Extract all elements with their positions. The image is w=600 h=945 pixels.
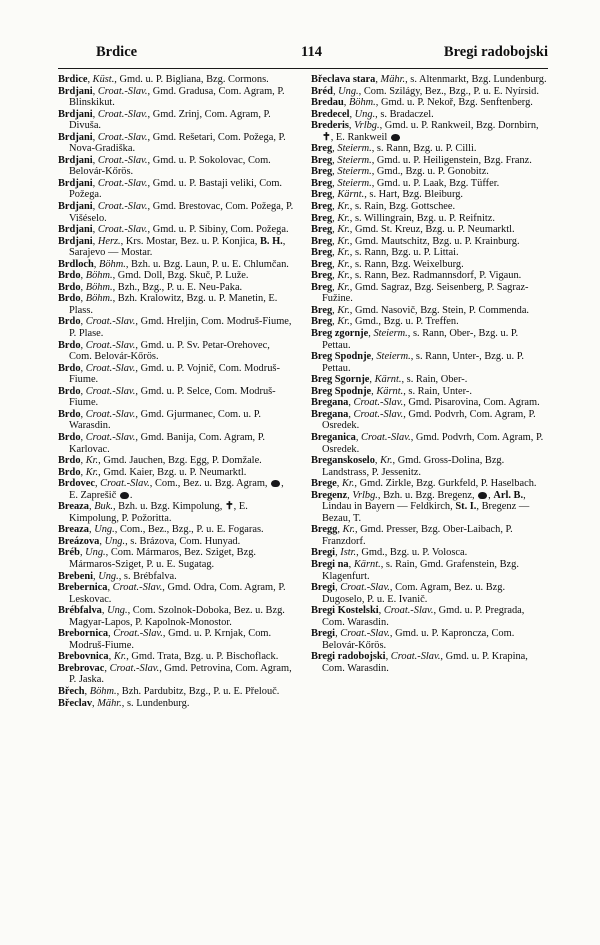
dictionary-entry: Bréb, Ung., Com. Mármaros, Bez. Sziget, Bzg. Mármaros-Sziget, P. u. E. Sugatag. bbox=[58, 547, 256, 570]
dictionary-entry: Breg, Kr., s. Rann, Bez. Radmannsdorf, P. Vigaun. bbox=[311, 270, 522, 282]
dictionary-entry: Břech, Böhm., Bzh. Pardubitz, Bzg., P. u. E. Přelouč. bbox=[58, 685, 280, 697]
dictionary-entry: Brdjani, Croat.-Slav., Gmd. Rešetari, Com. Požega, P. Nova-Gradiška. bbox=[58, 131, 286, 155]
dictionary-entry: Brdo, Croat.-Slav., Gmd. u. P. Selce, Com. Modruš-Fiume. bbox=[58, 385, 276, 409]
dictionary-entry: Bregi, Istr., Gmd., Bzg. u. P. Volosca. bbox=[311, 547, 468, 559]
text-columns bbox=[58, 74, 548, 927]
dictionary-entry: Breg, Kr., Gmd. St. Kreuz, Bzg. u. P. Neumarktl. bbox=[311, 224, 515, 236]
dictionary-entry: Breg, Kärnt., s. Hart, Bzg. Bleiburg. bbox=[311, 189, 464, 201]
dictionary-entry: Bregi, Croat.-Slav., Gmd. u. P. Kaproncza, Com. Belovár-Kőrös. bbox=[311, 628, 515, 651]
dictionary-entry: Brdo, Kr., Gmd. Kaier, Bzg. u. P. Neumarktl. bbox=[58, 466, 247, 478]
dictionary-entry: Breaza, Buk., Bzh. u. Bzg. Kimpolung, ✝, E. Kimpolung, P. Požoritta. bbox=[58, 501, 248, 524]
dictionary-entry: Brdjani, Croat.-Slav., Gmd. Brestovac, Com. Požega, P. Višéselo. bbox=[58, 201, 294, 224]
dictionary-entry: Bregi, Croat.-Slav., Com. Agram, Bez. u. Bzg. Dugoselo, P. u. E. Ivanič. bbox=[311, 582, 506, 605]
page-number: 114 bbox=[301, 44, 322, 60]
dictionary-entry: Breg, Kr., Gmd. Mautschitz, Bzg. u. P. Krainburg. bbox=[311, 235, 520, 247]
dictionary-entry: Breg, Steierm., Gmd., Bzg. u. P. Gonobitz. bbox=[311, 166, 489, 178]
dictionary-entry: Bregi radobojski, Croat.-Slav., Gmd. u. P. Krapina, Com. Warasdin. bbox=[311, 651, 528, 674]
dictionary-entry: Brebernica, Croat.-Slav., Gmd. Odra, Com. Agram, P. Leskovac. bbox=[58, 582, 286, 605]
dictionary-entry: Brege, Kr., Gmd. Zirkle, Bzg. Gurkfeld, P. Haselbach. bbox=[311, 478, 537, 490]
dictionary-entry: Brdloch, Böhm., Bzh. u. Bzg. Laun, P. u. E. Chlumčan. bbox=[58, 258, 289, 270]
dictionary-entry: Breg, Kr., s. Rain, Bzg. Gottschee. bbox=[311, 201, 456, 213]
dictionary-entry: Breg, Kr., s. Rann, Bzg. u. P. Littai. bbox=[311, 247, 459, 259]
dictionary-entry: Breganica, Croat.-Slav., Gmd. Podvrh, Com. Agram, P. Osredek. bbox=[311, 431, 544, 455]
header-right-title: Bregi radobojski bbox=[443, 44, 548, 60]
dictionary-entry: Breg, Steierm., Gmd. u. P. Laak, Bzg. Tüffer. bbox=[311, 177, 500, 189]
dictionary-entry: Breg Sgornje, Kärnt., s. Rain, Ober-. bbox=[311, 374, 468, 386]
dictionary-entry: Breg Spodnje, Steierm., s. Rann, Unter-, Bzg. u. P. Pettau. bbox=[311, 351, 524, 374]
dictionary-entry: Brederis, Vrlbg., Gmd. u. P. Rankweil, Bzg. Dornbirn, ✝, E. Rankweil bbox=[311, 120, 539, 143]
dictionary-entry: Breg, Steierm., Gmd. u. P. Heiligenstein, Bzg. Franz. bbox=[311, 154, 532, 166]
dictionary-entry: Brdice, Küst., Gmd. u. P. Bigliana, Bzg. Cormons. bbox=[58, 74, 269, 85]
dictionary-entry: Breg, Kr., s. Willingrain, Bzg. u. P. Reifnitz. bbox=[311, 212, 495, 224]
dictionary-entry: Bregana, Croat.-Slav., Gmd. Pisarovina, Com. Agram. bbox=[311, 397, 540, 409]
dictionary-entry: Brdo, Böhm., Gmd. Doll, Bzg. Skuč, P. Luže. bbox=[58, 270, 249, 282]
dictionary-entry: Brebeni, Ung., s. Brébfalva. bbox=[58, 570, 177, 582]
dictionary-entry: Brdjani, Croat.-Slav., Gmd. Gradusa, Com. Agram, P. Blinskikut. bbox=[58, 85, 285, 109]
dictionary-entry: Brebrovac, Croat.-Slav., Gmd. Petrovina, Com. Agram, P. Jaska. bbox=[58, 662, 292, 686]
dictionary-entry: Bregenz, Vrlbg., Bzh. u. Bzg. Bregenz, , Arl. B., Lindau in Bayern — Feldkirch, St. I., Bregenz — Bezau, T. bbox=[311, 489, 530, 524]
left-column bbox=[58, 74, 295, 927]
dictionary-entry: Brdo, Kr., Gmd. Jauchen, Bzg. Egg, P. Domžale. bbox=[58, 455, 262, 467]
dictionary-entry: Brdjani, Croat.-Slav., Gmd. u. P. Bastaji veliki, Com. Požega. bbox=[58, 177, 283, 201]
dictionary-entry: Brdjani, Croat.-Slav., Gmd. u. P. Sokolovac, Com. Belovár-Kőrös. bbox=[58, 154, 271, 178]
dictionary-entry: Bregi na, Kärnt., s. Rain, Gmd. Grafenstein, Bzg. Klagenfurt. bbox=[311, 558, 519, 582]
dictionary-entry: Brdo, Croat.-Slav., Gmd. u. P. Vojnič, Com. Modruš-Fiume. bbox=[58, 362, 280, 386]
dictionary-entry: Breg zgornje, Steierm., s. Rann, Ober-, Bzg. u. P. Pettau. bbox=[311, 328, 519, 351]
dictionary-entry: Breázova, Ung., s. Brázova, Com. Hunyad. bbox=[58, 535, 241, 547]
dictionary-entry: Bréd, Ung., Com. Szilágy, Bez., Bzg., P. u. E. Nyírsid. bbox=[311, 85, 539, 97]
dictionary-entry: Bredau, Böhm., Gmd. u. P. Nekoř, Bzg. Senftenberg. bbox=[311, 97, 533, 109]
dictionary-entry: Břeclav, Mähr., s. Lundenburg. bbox=[58, 697, 190, 709]
dictionary-entry: Brdo, Böhm., Bzh., Bzg., P. u. E. Neu-Paka. bbox=[58, 281, 243, 293]
dictionary-entry: Bregi Kostelski, Croat.-Slav., Gmd. u. P. Pregrada, Com. Warasdin. bbox=[311, 605, 525, 628]
dictionary-entry: Brdovec, Croat.-Slav., Com., Bez. u. Bzg. Agram, , E. Zaprešič . bbox=[58, 478, 284, 501]
dictionary-entry: Brdjani, Croat.-Slav., Gmd. u. P. Sibiny, Com. Požega. bbox=[58, 224, 289, 236]
dictionary-entry: Brebovnica, Kr., Gmd. Trata, Bzg. u. P. Bischoflack. bbox=[58, 651, 279, 663]
dictionary-entry: Breganskoselo, Kr., Gmd. Gross-Dolina, Bzg. Landstrass, P. Jessenitz. bbox=[311, 455, 505, 478]
dictionary-entry: Bregg, Kr., Gmd. Presser, Bzg. Ober-Laibach, P. Franzdorf. bbox=[311, 524, 513, 547]
dictionary-entry: Breg, Steierm., s. Rann, Bzg. u. P. Cilli. bbox=[311, 143, 477, 155]
right-column bbox=[311, 74, 548, 927]
dictionary-entry: Břeclava stara, Mähr., s. Altenmarkt, Bzg. Lundenburg. bbox=[311, 74, 547, 85]
dictionary-entry: Brdjani, Croat.-Slav., Gmd. Zrinj, Com. Agram, P. Divuša. bbox=[58, 108, 271, 132]
dictionary-entry: Breg Spodnje, Kärnt., s. Rain, Unter-. bbox=[311, 385, 472, 397]
dictionary-entry: Brdo, Croat.-Slav., Gmd. Gjurmanec, Com. u. P. Warasdin. bbox=[58, 408, 261, 432]
dictionary-entry: Breaza, Ung., Com., Bez., Bzg., P. u. E. Fogaras. bbox=[58, 524, 264, 536]
dictionary-entry: Bredecel, Ung., s. Bradaczel. bbox=[311, 108, 434, 120]
dictionary-entry: Breg, Kr., s. Rann, Bzg. Weixelburg. bbox=[311, 258, 464, 270]
dictionary-entry: Brdjani, Herz., Krs. Mostar, Bez. u. P. Konjica, B. H., Sarajevo — Mostar. bbox=[58, 235, 286, 259]
dictionary-entry: Brébfalva, Ung., Com. Szolnok-Doboka, Bez. u. Bzg. Magyar-Lapos, P. Kapolnok-Monostor. bbox=[58, 605, 285, 628]
page-header bbox=[58, 44, 548, 64]
dictionary-entry: Brdo, Böhm., Bzh. Kralowitz, Bzg. u. P. Manetin, E. Plass. bbox=[58, 293, 278, 316]
dictionary-entry: Brdo, Croat.-Slav., Gmd. Banija, Com. Agram, P. Karlovac. bbox=[58, 431, 265, 455]
dictionary-entry: Breg, Kr., Gmd. Sagraz, Bzg. Seisenberg, P. Sagraz-Fužine. bbox=[311, 281, 529, 305]
dictionary-entry: Brebornica, Croat.-Slav., Gmd. u. P. Krnjak, Com. Modruš-Fiume. bbox=[58, 628, 272, 651]
dictionary-entry: Breg, Kr., Gmd. Nasovič, Bzg. Stein, P. Commenda. bbox=[311, 304, 530, 316]
header-rule bbox=[58, 68, 548, 69]
dictionary-entry: Bregana, Croat.-Slav., Gmd. Podvrh, Com. Agram, P. Osredek. bbox=[311, 408, 536, 432]
dictionary-entry: Brdo, Croat.-Slav., Gmd. u. P. Sv. Petar-Orehovec, Com. Belovár-Kőrös. bbox=[58, 339, 270, 363]
dictionary-entry: Brdo, Croat.-Slav., Gmd. Hreljin, Com. Modruš-Fiume, P. Plase. bbox=[58, 316, 292, 340]
dictionary-entry: Breg, Kr., Gmd., Bzg. u. P. Treffen. bbox=[311, 316, 459, 328]
header-left-title: Brdice bbox=[96, 44, 138, 60]
